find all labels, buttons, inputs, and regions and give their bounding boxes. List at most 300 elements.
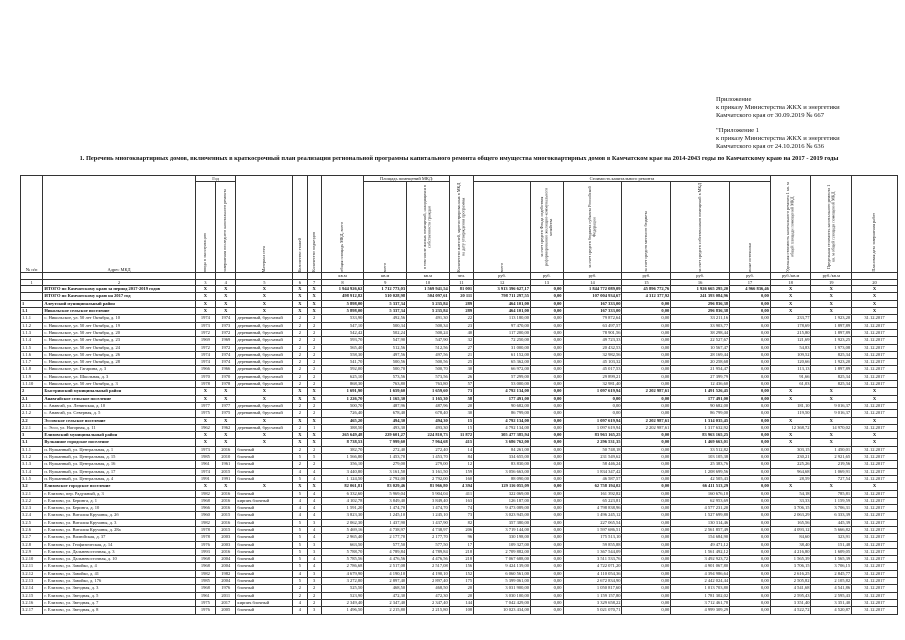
table-cell: 2	[307, 410, 321, 417]
table-cell: 167 333,00	[563, 308, 622, 315]
column-number-cell: 1	[21, 279, 43, 286]
table-cell: X	[216, 432, 236, 439]
table-cell: 218	[449, 548, 473, 555]
table-cell: 1 159 157,80	[563, 592, 622, 599]
table-cell: г. Елизово, ул. Дальневосточная, д. 3	[43, 548, 195, 555]
table-cell: 296 836,38	[671, 308, 730, 315]
table-cell: 4	[307, 512, 321, 519]
table-cell: 31.12.2017	[852, 548, 898, 555]
table-cell: 2 616,25	[770, 570, 811, 577]
table-cell: 72 250,00	[474, 337, 531, 344]
table-cell: X	[236, 439, 293, 446]
table-cell: 1962	[216, 424, 236, 431]
table-cell: 4 093,12	[770, 526, 811, 533]
table-cell: 10 023 434,00	[474, 607, 531, 614]
table-cell: 0,00	[730, 308, 771, 315]
table-cell: 1 923,20	[811, 359, 852, 366]
table-cell: 0,00	[622, 308, 671, 315]
table-cell: 464 101,00	[474, 308, 531, 315]
table-cell: 1982	[195, 490, 215, 497]
table-cell: 2 105,82	[811, 578, 852, 585]
table-cell: блочный	[236, 519, 293, 526]
table-cell: 4	[307, 534, 321, 541]
table-cell: 388,50	[321, 424, 364, 431]
table-cell: 0,00	[622, 497, 671, 504]
table-cell	[21, 293, 43, 300]
table-cell: X	[195, 432, 215, 439]
table-cell: 4 190,10	[407, 570, 450, 577]
table-cell: X	[236, 395, 293, 402]
table-cell: 2	[293, 446, 307, 453]
table-cell: 31.12.2017	[852, 373, 898, 380]
table-cell: 541,70	[321, 359, 364, 366]
table-cell: Быстринский муниципальный район	[43, 388, 195, 395]
table-cell: X	[195, 417, 215, 424]
table-cell: 1 712 773,03	[364, 286, 407, 293]
table-cell: 5	[293, 534, 307, 541]
table-cell: 177 491,00	[671, 395, 730, 402]
table-cell: блочный	[236, 446, 293, 453]
table-cell: 1 097 619,94	[563, 424, 622, 431]
table-cell: 493,30	[364, 424, 407, 431]
table-cell: 3 031 900,00	[474, 585, 531, 592]
table-cell: X	[293, 388, 307, 395]
table-row	[21, 424, 898, 431]
table-cell: 1973	[195, 446, 215, 453]
table-cell: 2	[307, 592, 321, 599]
houses-table	[20, 175, 898, 615]
table-cell: 8 738,53	[321, 439, 364, 446]
col-header-cost-owners	[671, 182, 730, 273]
column-number-cell: 17	[730, 279, 771, 286]
table-cell: 31.12.2017	[852, 351, 898, 358]
table-cell: 296 836,38	[671, 300, 730, 307]
table-cell: 0,00	[730, 585, 771, 592]
table-cell: 33 211,16	[671, 315, 730, 322]
table-cell: 1 591,20	[321, 505, 364, 512]
table-cell: 2 897,40	[407, 578, 450, 585]
table-cell: 63 497,57	[563, 322, 622, 329]
appendix-line: "Приложение 1	[716, 126, 760, 134]
table-cell: 241 393 084,96	[671, 293, 730, 300]
table-cell: 330 198,00	[474, 534, 531, 541]
table-cell: 2	[293, 351, 307, 358]
col-header-year-build-label: ввода в эксплуатацию	[202, 232, 208, 272]
table-cell: 12 436,60	[671, 381, 730, 388]
table-cell: 1 565,39	[770, 556, 811, 563]
col-header-cost-total	[474, 182, 531, 273]
table-cell: 31.12.2017	[852, 329, 898, 336]
table-cell: Вулканное городское поселение	[43, 439, 195, 446]
table-cell: 2 595,43	[770, 592, 811, 599]
table-cell: 4	[293, 570, 307, 577]
unit-cell: руб.	[730, 273, 771, 280]
table-cell: X	[195, 286, 215, 293]
table-cell: 500,70	[407, 366, 450, 373]
table-cell: 5 235,84	[407, 308, 450, 315]
table-cell: 38,40	[770, 541, 811, 548]
table-cell: 322 069,00	[474, 490, 531, 497]
table-cell: деревянный, брусчатый	[236, 373, 293, 380]
table-cell: 90 682,00	[671, 402, 730, 409]
table-cell: 5 788,70	[321, 548, 364, 555]
table-cell: 2	[307, 381, 321, 388]
table-cell: 0,00	[563, 410, 622, 417]
table-cell: 1 450,01	[811, 446, 852, 453]
table-cell: 229 601,27	[364, 432, 407, 439]
table-cell: 1962	[195, 424, 215, 431]
table-cell: 4	[293, 607, 307, 614]
table-cell: 0,00	[563, 402, 622, 409]
table-cell: 0,00	[531, 293, 564, 300]
table-cell: 1 926 665 295,20	[671, 286, 730, 293]
table-row	[21, 337, 898, 344]
table-cell: 5 898,00	[321, 300, 364, 307]
table-cell: 0,00	[531, 432, 564, 439]
table-cell: 279,00	[364, 461, 407, 468]
column-number-cell: 18	[770, 279, 811, 286]
table-cell: 2 202 987,61	[622, 424, 671, 431]
table-cell: 1 453,70	[407, 454, 450, 461]
table-cell: 2 792,00	[364, 475, 407, 482]
table-cell: 3 913 396 627,17	[474, 286, 531, 293]
table-cell: 2 442 024,44	[671, 578, 730, 585]
table-cell: 206	[449, 526, 473, 533]
table-cell: X	[811, 439, 852, 446]
table-cell: X	[195, 439, 215, 446]
section-row	[21, 439, 898, 446]
table-cell: 4 792 134,00	[474, 388, 531, 395]
table-cell: 4 394	[449, 483, 473, 490]
table-cell: 1961	[195, 592, 215, 599]
table-cell: г. Елизово, ул. Дальневосточная, д. 10	[43, 556, 195, 563]
table-cell: 4 102,78	[321, 497, 364, 504]
table-cell: деревянный, брусчатый	[236, 424, 293, 431]
table-cell: X	[293, 308, 307, 315]
table-cell: 0,00	[730, 563, 771, 570]
table-row	[21, 410, 898, 417]
table-cell: 0,00	[622, 526, 671, 533]
table-cell: 3.2.4	[21, 512, 43, 519]
column-number-cell: 9	[364, 279, 407, 286]
table-cell: 0,00	[531, 395, 564, 402]
table-cell: X	[811, 286, 852, 293]
col-header-year-build	[195, 182, 215, 273]
table-cell: 382,70	[321, 446, 364, 453]
table-cell: 0,00	[622, 373, 671, 380]
table-cell: 1961	[195, 461, 215, 468]
table-cell: 558,30	[321, 351, 364, 358]
table-cell: 0,00	[531, 534, 564, 541]
table-cell: 493,30	[407, 424, 450, 431]
table-cell: 0,00	[622, 344, 671, 351]
table-cell: 31.12.2017	[852, 505, 898, 512]
table-cell: 497,56	[364, 351, 407, 358]
table-cell: 1 561 492,12	[671, 548, 730, 555]
table-cell: X	[195, 388, 215, 395]
table-cell: г. Елизово, пер. Радужный, д. 3	[43, 490, 195, 497]
table-cell: 0,00	[622, 490, 671, 497]
table-cell: 494,30	[364, 417, 407, 424]
table-cell: 593,70	[321, 337, 364, 344]
table-cell: кирпич.блочный	[236, 599, 293, 606]
table-cell: 7 999,60	[364, 439, 407, 446]
table-cell: 2016	[216, 548, 236, 555]
table-cell: X	[852, 308, 898, 315]
table-cell: 763,80	[364, 381, 407, 388]
table-cell: 117 200,00	[474, 329, 531, 336]
table-cell: 218	[449, 556, 473, 563]
table-cell: 1.1.3	[21, 329, 43, 336]
table-cell: 0,00	[531, 439, 564, 446]
table-cell: блочный	[236, 592, 293, 599]
table-cell: 3 686 762,00	[474, 439, 531, 446]
table-cell: 66 411 513,29	[671, 483, 730, 490]
table-row	[21, 475, 898, 482]
col-header-limit-cost-label: Предельная стоимость капитального ремонта 1 кв. м общей площади помещений МКД	[825, 184, 836, 270]
table-cell: 160 676,18	[671, 490, 730, 497]
table-cell: 3 511 533,76	[563, 556, 622, 563]
table-cell: 1993	[195, 548, 215, 555]
table-cell: 7 964,68	[407, 439, 450, 446]
table-cell: 0,00	[622, 483, 671, 490]
table-cell: 231 549,62	[563, 454, 622, 461]
table-cell: 4 789,84	[364, 548, 407, 555]
table-cell: 0,00	[622, 461, 671, 468]
table-cell: 129 116 055,09	[474, 483, 531, 490]
table-cell: 3 329 658,22	[563, 599, 622, 606]
table-cell: X	[293, 439, 307, 446]
table-cell: X	[216, 293, 236, 300]
table-cell: 130 314,46	[671, 519, 730, 526]
col-header-cost-budget-label: за счет средств бюджета субъекта Российской Федерации	[586, 186, 597, 268]
table-cell: 5 785,56	[321, 556, 364, 563]
table-cell: 5 337,34	[364, 300, 407, 307]
table-cell: 82 061,81	[321, 483, 364, 490]
unit-cell: кв.м	[321, 273, 364, 280]
table-cell: 573,56	[407, 373, 450, 380]
table-cell: 1 165,30	[364, 395, 407, 402]
table-cell: 31.12.2017	[852, 366, 898, 373]
table-cell: 3 492 923,72	[671, 556, 730, 563]
table-cell: 27 399,79	[671, 373, 730, 380]
unit-cell: руб./кв.м	[770, 273, 811, 280]
column-number-cell: 20	[852, 279, 898, 286]
col-header-walls-label: Материал стен	[261, 245, 267, 272]
table-row	[21, 373, 898, 380]
col-header-cost-total-label: всего	[498, 262, 504, 272]
table-cell: 1991	[216, 475, 236, 482]
table-cell: 1977	[216, 402, 236, 409]
unit-cell	[293, 273, 307, 280]
table-cell: 0,00	[563, 395, 622, 402]
table-cell: п. Вулканный, ул. Центральная, д. 1	[43, 446, 195, 453]
table-cell: 0,00	[531, 373, 564, 380]
col-header-cost-fund-label: за счет средств Фонда содействия реформированию жилищно-коммунального хозяйства	[538, 187, 554, 267]
table-cell: 1.1.7	[21, 359, 43, 366]
col-header-walls	[236, 176, 293, 273]
table-cell: 31.12.2017	[852, 461, 898, 468]
table-cell: 0,00	[531, 599, 564, 606]
table-cell: 0,00	[622, 446, 671, 453]
table-cell: с. Эссо, ул. Нагорная, д. 11	[43, 424, 195, 431]
table-cell: 4 798 838,96	[563, 505, 622, 512]
table-cell: X	[307, 432, 321, 439]
table-cell: 0,00	[730, 417, 771, 424]
table-cell: 20	[449, 592, 473, 599]
table-cell: X	[307, 300, 321, 307]
table-cell: X	[770, 300, 811, 307]
table-cell: 4 722 071,20	[563, 563, 622, 570]
table-cell: 31.12.2017	[852, 402, 898, 409]
table-cell: 1.1.8	[21, 366, 43, 373]
table-cell: 1991	[195, 475, 215, 482]
unit-cell: чел.	[449, 273, 473, 280]
table-cell: X	[307, 483, 321, 490]
table-cell: 1 834 347,42	[563, 468, 622, 475]
table-cell: 1 491 526,45	[671, 388, 730, 395]
table-cell: г. Елизово, ул. Вилюйская, д. 37	[43, 534, 195, 541]
table-cell: 3	[307, 548, 321, 555]
table-cell: 500,24	[407, 329, 450, 336]
table-cell: X	[811, 417, 852, 424]
table-cell: 1 565,39	[811, 556, 852, 563]
table-cell: 0,00	[730, 570, 771, 577]
table-cell: 272,40	[364, 446, 407, 453]
table-cell: 1 897,89	[811, 322, 852, 329]
table-cell: 0,00	[730, 475, 771, 482]
table-cell: 3 706,15	[770, 505, 811, 512]
table-cell: 0,00	[622, 512, 671, 519]
table-cell: 0,00	[531, 388, 564, 395]
table-cell: 1968	[195, 585, 215, 592]
table-cell: 2015	[216, 512, 236, 519]
table-cell: 50 748,18	[563, 446, 622, 453]
table-cell: 1 923,25	[811, 337, 852, 344]
table-cell: 2	[293, 366, 307, 373]
unit-cell	[43, 273, 195, 280]
table-cell: 1 097 619,94	[563, 388, 622, 395]
table-cell: 4 789,84	[407, 548, 450, 555]
table-cell: 2 792,00	[407, 475, 450, 482]
table-cell: 4 520,87	[811, 607, 852, 614]
table-cell: 1961	[216, 461, 236, 468]
table-cell: 2 202 987,61	[622, 417, 671, 424]
table-cell: 512,56	[407, 344, 450, 351]
table-cell: 3.2.7	[21, 534, 43, 541]
column-number-cell: 12	[474, 279, 531, 286]
table-cell: 4 966 836,46	[730, 286, 771, 293]
table-cell: X	[216, 286, 236, 293]
table-cell: 54,18	[770, 490, 811, 497]
table-cell: 1966	[216, 366, 236, 373]
table-cell: Эссовское сельское поселение	[43, 417, 195, 424]
table-cell: 33,33	[770, 497, 811, 504]
table-cell: 31.12.2017	[852, 512, 898, 519]
table-cell: 15	[449, 424, 473, 431]
table-row	[21, 381, 898, 388]
table-row	[21, 512, 898, 519]
table-cell: 107 004 934,67	[563, 293, 622, 300]
table-cell: 4 476,56	[364, 556, 407, 563]
table-cell: 2	[307, 366, 321, 373]
table-cell: 1 437,90	[407, 519, 450, 526]
table-cell: 2016	[216, 490, 236, 497]
table-cell: 2	[307, 344, 321, 351]
col-header-cost-fund	[531, 182, 564, 273]
column-number-cell: 19	[811, 279, 852, 286]
table-cell: 233,77	[770, 315, 811, 322]
table-cell: 2004	[216, 563, 236, 570]
table-cell: 2	[293, 359, 307, 366]
col-header-residents-label: Количество жителей, зарегистрированных в МКД на дату утверждения программы	[455, 182, 466, 272]
table-cell: 167 333,00	[563, 300, 622, 307]
table-row	[21, 461, 898, 468]
table-cell: 0,00	[622, 475, 671, 482]
table-row	[21, 359, 898, 366]
table-cell: 2.2	[21, 417, 43, 424]
table-cell: 494,30	[407, 417, 450, 424]
table-cell: 31.12.2017	[852, 424, 898, 431]
table-row	[21, 563, 898, 570]
table-cell: 38 298,44	[671, 329, 730, 336]
table-cell: 1 781 302,02	[671, 592, 730, 599]
table-cell: кирпич.блочный	[236, 497, 293, 504]
table-cell: 109 327,00	[474, 541, 531, 548]
table-cell: 31.12.2017	[852, 490, 898, 497]
table-cell: 0,00	[730, 490, 771, 497]
table-cell: 2017	[216, 599, 236, 606]
table-cell: 3.2.17	[21, 607, 43, 614]
table-cell: 502,24	[364, 329, 407, 336]
table-cell: 4	[307, 526, 321, 533]
table-cell: 109,52	[770, 351, 811, 358]
table-cell: блочный	[236, 556, 293, 563]
table-cell: 1	[21, 300, 43, 307]
table-cell: 219,56	[811, 461, 852, 468]
table-cell: п. Вулканный, ул. Центральная, д. 16	[43, 461, 195, 468]
col-header-area-living-label: всего	[381, 262, 387, 272]
table-cell: деревянный, брусчатый	[236, 366, 293, 373]
table-cell: 31.12.2017	[852, 322, 898, 329]
table-cell: 542,42	[321, 329, 364, 336]
table-cell: X	[236, 300, 293, 307]
table-cell: 533,90	[321, 315, 364, 322]
table-cell: г. Елизово, ул. Беринга, д. 1	[43, 497, 195, 504]
table-cell: 65 362,00	[474, 359, 531, 366]
table-cell: блочный	[236, 585, 293, 592]
table-cell: 445,39	[811, 519, 852, 526]
table-cell: 0,00	[730, 483, 771, 490]
table-cell: 1973	[195, 322, 215, 329]
table-cell: 20 258,68	[671, 359, 730, 366]
table-cell: 1	[307, 424, 321, 431]
table-cell: 6 333,39	[811, 512, 852, 519]
appendix-line: к приказу Министерства ЖКХ и энергетики	[716, 134, 840, 142]
table-cell: 272,40	[407, 446, 450, 453]
table-cell: 3 161,50	[407, 468, 450, 475]
table-cell: 356,10	[321, 461, 364, 468]
table-cell: Анавгайское сельское поселение	[43, 395, 195, 402]
table-cell: 964,68	[770, 468, 811, 475]
table-cell: г. Елизово, ул. Звездная, д. 7	[43, 599, 195, 606]
table-row	[21, 344, 898, 351]
table-cell: 4	[307, 475, 321, 482]
unit-cell	[852, 273, 898, 280]
table-cell: 678,40	[364, 410, 407, 417]
table-cell: деревянный, брусчатый	[236, 351, 293, 358]
table-cell: с. Никольское, ул. Школьная, д. 3	[43, 373, 195, 380]
